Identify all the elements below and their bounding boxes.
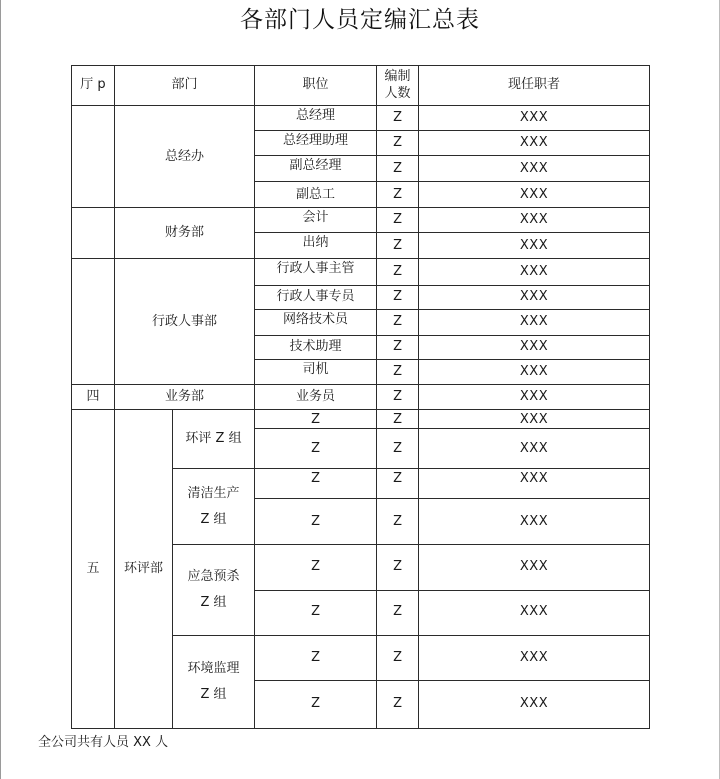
headcount-cell: Z xyxy=(377,182,419,208)
total-staff-note: 全公司共有人员 XX 人 xyxy=(38,735,169,750)
page-title: 各部门人员定编汇总表 xyxy=(240,7,480,33)
header-headcount-line1: 编制 xyxy=(384,69,411,85)
headcount-cell: Z xyxy=(377,131,419,156)
position-cell: Z xyxy=(255,429,377,469)
position-cell: 网络技术员 xyxy=(255,309,377,335)
incumbent-cell: XXX xyxy=(419,409,650,428)
position-cell: Z xyxy=(255,545,377,590)
seq-cell xyxy=(72,106,115,208)
incumbent-cell: XXX xyxy=(419,469,650,499)
position-cell: 业务员 xyxy=(255,384,377,409)
incumbent-cell: XXX xyxy=(419,545,650,590)
header-incumbent: 现任职者 xyxy=(419,66,650,106)
position-cell: Z xyxy=(255,499,377,545)
subgroup-line2: Z 组 xyxy=(200,511,227,527)
header-row xyxy=(72,66,650,106)
incumbent-cell: XXX xyxy=(419,359,650,384)
position-cell: 总经理 xyxy=(255,106,377,131)
headcount-cell: Z xyxy=(377,469,419,499)
incumbent-cell: XXX xyxy=(419,499,650,545)
incumbent-cell: XXX xyxy=(419,309,650,335)
incumbent-cell: XXX xyxy=(419,285,650,309)
subgroup-cell xyxy=(173,635,255,728)
incumbent-cell: XXX xyxy=(419,106,650,131)
subgroup-line2: Z 组 xyxy=(200,686,227,702)
headcount-cell: Z xyxy=(377,309,419,335)
headcount-cell: Z xyxy=(377,233,419,259)
header-headcount-line2: 人数 xyxy=(384,85,411,101)
position-cell: 出纳 xyxy=(255,233,377,259)
position-cell: 副总经理 xyxy=(255,156,377,182)
position-cell: 行政人事主管 xyxy=(255,259,377,285)
subgroup-cell xyxy=(173,409,255,468)
incumbent-cell: XXX xyxy=(419,635,650,680)
headcount-cell: Z xyxy=(377,384,419,409)
incumbent-cell: XXX xyxy=(419,233,650,259)
header-headcount xyxy=(377,66,419,106)
incumbent-cell: XXX xyxy=(419,590,650,635)
department-cell: 财务部 xyxy=(115,208,255,259)
position-cell: Z xyxy=(255,680,377,728)
incumbent-cell: XXX xyxy=(419,182,650,208)
incumbent-cell: XXX xyxy=(419,156,650,182)
incumbent-cell: XXX xyxy=(419,259,650,285)
table-row xyxy=(72,409,650,428)
incumbent-cell: XXX xyxy=(419,131,650,156)
headcount-cell: Z xyxy=(377,680,419,728)
seq-cell: 四 xyxy=(72,384,115,409)
position-cell: Z xyxy=(255,409,377,428)
headcount-cell: Z xyxy=(377,259,419,285)
header-position: 职位 xyxy=(255,66,377,106)
page-left-edge xyxy=(0,0,1,779)
headcount-cell: Z xyxy=(377,106,419,131)
headcount-cell: Z xyxy=(377,335,419,359)
headcount-cell: Z xyxy=(377,499,419,545)
department-cell: 业务部 xyxy=(115,384,255,409)
table-row xyxy=(72,384,650,409)
table-row xyxy=(72,259,650,285)
position-cell: Z xyxy=(255,590,377,635)
headcount-cell: Z xyxy=(377,156,419,182)
staffing-table xyxy=(71,65,650,729)
position-cell: 司机 xyxy=(255,359,377,384)
department-cell: 总经办 xyxy=(115,106,255,208)
headcount-cell: Z xyxy=(377,208,419,233)
table-row xyxy=(72,106,650,131)
header-seq: 厅 p xyxy=(72,66,115,106)
position-cell: 技术助理 xyxy=(255,335,377,359)
headcount-cell: Z xyxy=(377,635,419,680)
header-department: 部门 xyxy=(115,66,255,106)
headcount-cell: Z xyxy=(377,285,419,309)
seq-cell: 五 xyxy=(72,409,115,728)
position-cell: Z xyxy=(255,635,377,680)
seq-cell xyxy=(72,208,115,259)
subgroup-line1: 应急预杀 xyxy=(187,569,240,585)
seq-cell xyxy=(72,259,115,384)
department-cell: 环评部 xyxy=(115,409,173,728)
table-row xyxy=(72,208,650,233)
headcount-cell: Z xyxy=(377,409,419,428)
incumbent-cell: XXX xyxy=(419,384,650,409)
subgroup-line1: 环评 Z 组 xyxy=(185,430,242,446)
position-cell: 行政人事专员 xyxy=(255,285,377,309)
department-cell: 行政人事部 xyxy=(115,259,255,384)
subgroup-line2: Z 组 xyxy=(200,595,227,611)
incumbent-cell: XXX xyxy=(419,335,650,359)
position-cell: 会计 xyxy=(255,208,377,233)
headcount-cell: Z xyxy=(377,590,419,635)
incumbent-cell: XXX xyxy=(419,680,650,728)
headcount-cell: Z xyxy=(377,429,419,469)
headcount-cell: Z xyxy=(377,545,419,590)
subgroup-line1: 清洁生产 xyxy=(187,485,240,501)
position-cell: 副总工 xyxy=(255,182,377,208)
subgroup-line1: 环境监理 xyxy=(187,660,240,676)
subgroup-cell xyxy=(173,469,255,545)
incumbent-cell: XXX xyxy=(419,208,650,233)
position-cell: Z xyxy=(255,469,377,499)
subgroup-cell xyxy=(173,545,255,635)
incumbent-cell: XXX xyxy=(419,429,650,469)
headcount-cell: Z xyxy=(377,359,419,384)
position-cell: 总经理助理 xyxy=(255,131,377,156)
